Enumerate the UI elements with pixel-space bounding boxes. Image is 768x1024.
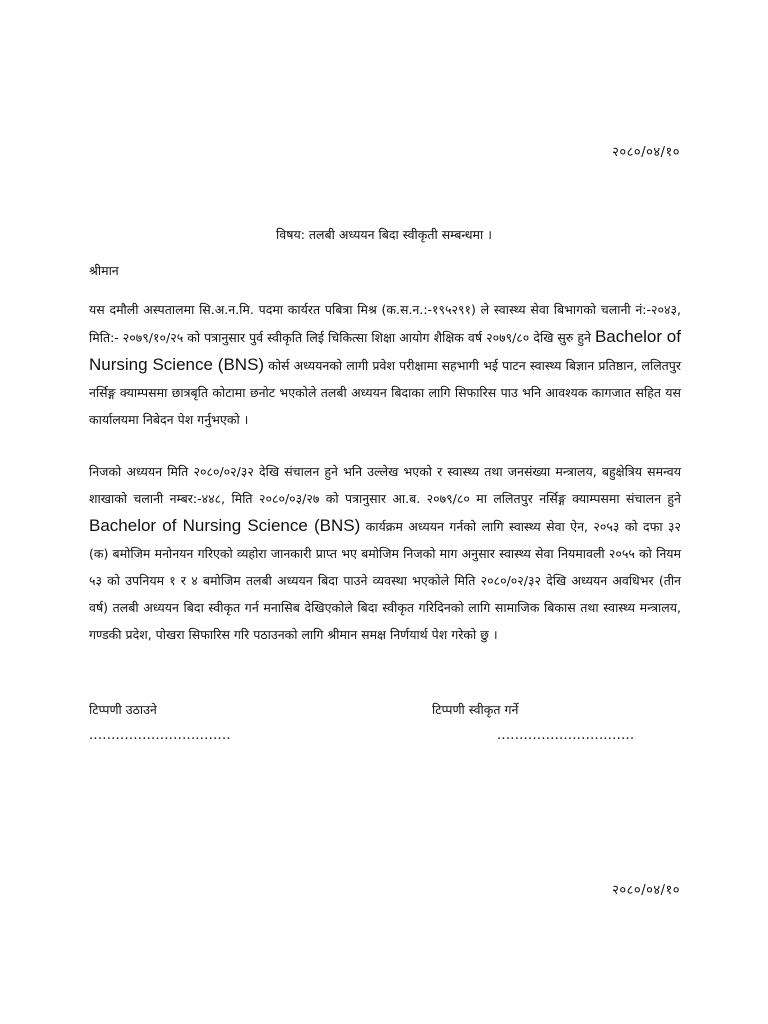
paragraph-2-text-b: कार्यक्रम अध्ययन गर्नको लागि स्वास्थ्य सेवा ऐन, २०५३ को दफा ३२ (क) बमोजिम मनोनयन गरिएको व्यहोरा जानकारी प्राप्त भए बमोजिम निजको माग अनुसार स्वास्थ्य सेवा नियमावली २०५५ को नियम ५३ को उपनियम १ र ४ बमोजिम तलबी अध्ययन बिदा पाउने व्यवस्था भएकोले मिति २०८०/०२/३२ देखि अध्ययन अवधिभर (तीन वर्ष) तलबी अध्ययन बिदा स्वीकृत गर्न मनासिब देखिएकोले बिदा स्वीकृत गरिदिनको लागि सामाजिक बिकास तथा स्वास्थ्य मन्त्रालय, गण्डकी प्रदेश, पोखरा सिफारिस गरि पठाउनको लागि श्रीमान समक्ष निर्णयार्थ पेश गरेको छु । <box>89 519 682 642</box>
signature-left-label: टिप्पणी उठाउने <box>89 702 157 717</box>
paragraph-2-text-a: निजको अध्ययन मिति २०८०/०२/३२ देखि संचालन हुने भनि उल्लेख भएको र स्वास्थ्य तथा जनसंख्या मन्त्रालय, बहुक्षेत्रिय समन्वय शाखाको चलानी नम्बर:-४४८, मिति २०८०/०३/२७ को पत्रानुसार आ.ब. २०७९/८० मा ललितपुर नर्सिङ्ग क्याम्पसमा संचालन हुने <box>89 464 681 506</box>
program-name: Bachelor of Nursing Science (BNS) <box>89 327 681 374</box>
signature-right-line: ............................... <box>497 728 635 743</box>
date-top: २०८०/०४/१० <box>612 145 680 160</box>
date-bottom: २०८०/०४/१० <box>612 883 680 898</box>
signature-right-label: टिप्पणी स्वीकृत गर्ने <box>432 702 519 717</box>
paragraph-2 <box>89 458 681 648</box>
program-name: Bachelor of Nursing Science (BNS) <box>89 516 361 535</box>
subject-line: विषय: तलबी अध्ययन बिदा स्वीकृती सम्बन्धमा । <box>276 227 492 242</box>
paragraph-1 <box>89 296 681 433</box>
paragraph-1-text-a: यस दमौली अस्पतालमा सि.अ.न.मि. पदमा कार्यरत पबित्रा मिश्र (क.स.न.:-१९५२९१) ले स्वास्थ्य सेवा बिभागको चलानी नं:-२०४३, मिति:- २०७९/१०/२५ को पत्रानुसार पुर्व स्वीकृति लिई चिकित्सा शिक्षा आयोग शैक्षिक वर्ष २०७९/८० देखि सुरु हुने <box>89 302 681 345</box>
signature-left-line: ................................ <box>89 728 231 743</box>
paragraph-1-text-b: कोर्स अध्ययनको लागी प्रवेश परीक्षामा सहभागी भई पाटन स्वास्थ्य बिज्ञान प्रतिष्ठान, ललितपुर नर्सिङ्ग क्याम्पसमा छात्रबृति कोटामा छनोट भएकोले तलबी अध्ययन बिदाका लागि सिफारिस पाउ भनि आवश्यक कागजात सहित यस कार्यालयमा निबेदन पेश गर्नुभएको । <box>89 358 682 427</box>
salutation: श्रीमान <box>89 263 119 278</box>
